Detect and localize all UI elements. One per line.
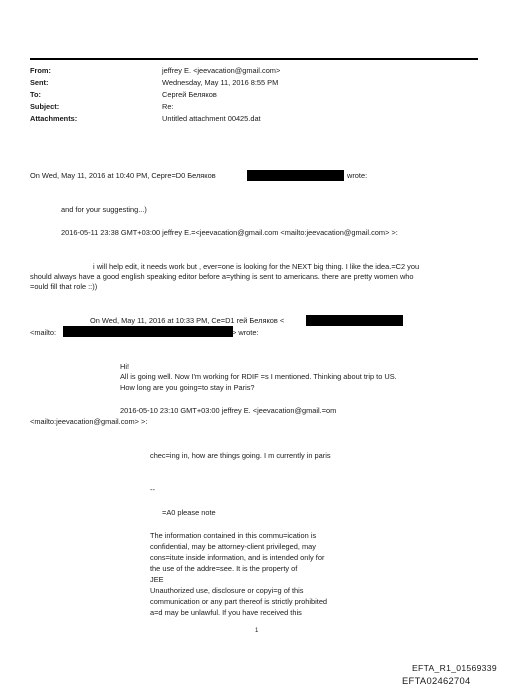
confidentiality-line: a=d may be unlawful. If you have received this [150,608,302,617]
subject-label: Subject: [30,102,60,111]
confidentiality-line: Unauthorized use, disclosure or copyi=g of this [150,586,304,595]
quote4-line2: <mailto:jeevacation@gmail.com> >: [30,417,148,426]
confidentiality-line: JEE [150,575,164,584]
dashes-line: -- [150,485,155,494]
quote2-line: 2016-05-11 23:38 GMT+03:00 jeffrey E.=<jeevacation@gmail.com <mailto:jeevacation@gmail.com> >: [61,228,398,237]
suggesting-line: and for your suggesting...) [61,205,147,214]
quote1-wrote: wrote: [347,171,368,180]
subject-value: Re: [162,102,174,111]
hi-line: Hi! [120,362,130,371]
sent-value: Wednesday, May 11, 2016 8:55 PM [162,78,279,87]
confidentiality-line: confidential, may be attorney-client privileged, may [150,542,316,551]
footer-id-1: EFTA_R1_01569339 [412,663,497,673]
quote3-mailto: <mailto: [30,328,57,337]
hi-line1: All is going well. Now I'm working for RDIF =s I mentioned. Thinking about trip to US. [120,372,397,381]
quote3-wrote: > wrote: [232,328,259,337]
page-number: 1 [255,628,259,634]
to-label: To: [30,90,41,99]
sent-label: Sent: [30,78,49,87]
header-rule [30,58,478,60]
redaction-box [63,326,233,337]
redaction-box [247,170,344,181]
attachments-value: Untitled attachment 00425.dat [162,114,261,123]
hi-line2: How long are you going=to stay in Paris? [120,383,255,392]
please-note-line: =A0 please note [162,508,216,517]
to-value: Сергей Беляков [162,90,217,99]
para1-line1: i will help edit, it needs work but , ever=one is looking for the NEXT big thing. I like the idea.=C2 you [93,262,420,271]
confidentiality-line: The information contained in this commu=ication is [150,531,317,540]
para1-line2: should always have a good english speaking editor before a=ything is sent to americans. there are pretty women who [30,272,414,281]
confidentiality-line: communication or any part thereof is strictly prohibited [150,597,328,606]
para1-line3: =ould fill that role ::)) [30,282,98,291]
from-label: From: [30,66,51,75]
checking-line: chec=ing in, how are things going. I m currently in paris [150,451,331,460]
redaction-box [306,315,403,326]
from-value: jeffrey E. <jeevacation@gmail.com> [162,66,281,75]
quote4-line1: 2016-05-10 23:10 GMT+03:00 jeffrey E. <jeevacation@gmail.=om [120,406,337,415]
quote1-intro: On Wed, May 11, 2016 at 10:40 PM, Cepre=D0 Беляков [30,171,216,180]
confidentiality-line: the use of the addre=see. It is the property of [150,564,298,573]
attachments-label: Attachments: [30,114,78,123]
quote3-intro: On Wed, May 11, 2016 at 10:33 PM, Ce=D1 гей Беляков < [90,316,285,325]
footer-id-2: EFTA02462704 [402,675,471,686]
confidentiality-line: cons=itute inside information, and is intended only for [150,553,325,562]
